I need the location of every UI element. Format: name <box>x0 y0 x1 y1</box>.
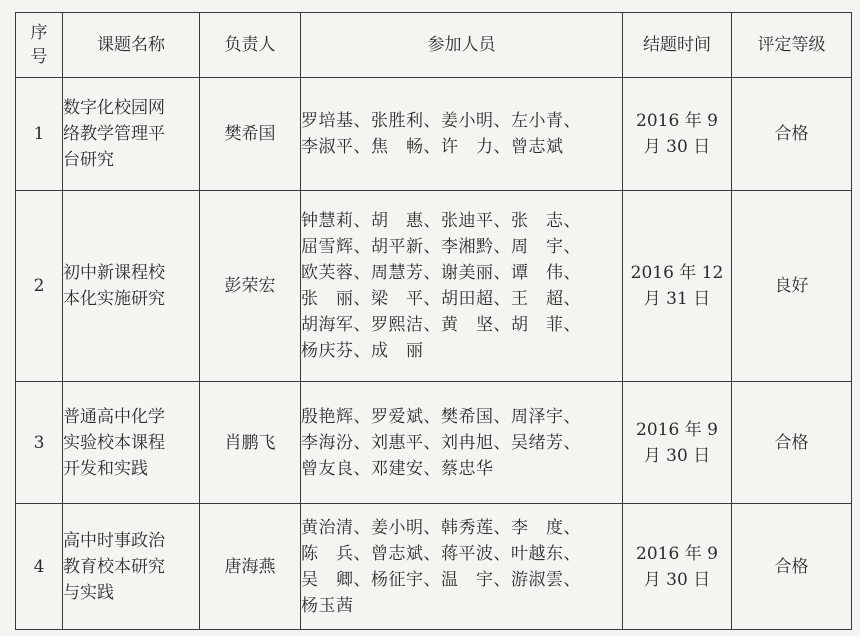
row-date <box>623 382 732 504</box>
name-line: 初中新课程校 <box>63 263 165 283</box>
table-row <box>16 504 852 630</box>
member-line: 陈 兵、曾志斌、蒋平波、叶越东、 <box>301 543 581 564</box>
table-row <box>16 191 852 382</box>
member-line: 钟慧莉、胡 惠、张迪平、张 志、 <box>301 211 581 231</box>
header-date: 结题时间 <box>623 13 732 78</box>
name-line: 实验校本课程 <box>63 432 165 453</box>
row-project-name <box>63 504 200 630</box>
name-line: 与实践 <box>63 582 114 603</box>
row-index: 2 <box>16 191 63 382</box>
table-row <box>16 78 852 191</box>
date-line: 月 31 日 <box>643 289 711 309</box>
header-index-line1: 序 <box>30 23 48 43</box>
header-members: 参加人员 <box>301 13 623 78</box>
row-leader: 肖鹏飞 <box>200 382 301 504</box>
row-index: 3 <box>16 382 63 504</box>
header-index <box>16 13 63 78</box>
member-line: 胡海军、罗熙洁、黄 坚、胡 菲、 <box>301 315 581 335</box>
name-line: 高中时事政治 <box>63 530 165 551</box>
member-line: 杨玉茜 <box>301 595 354 616</box>
name-line: 台研究 <box>63 150 114 170</box>
project-table <box>15 12 852 630</box>
member-line: 杨庆芬、成 丽 <box>301 341 424 361</box>
date-line: 2016 年 9 <box>636 543 718 564</box>
row-members <box>301 78 623 191</box>
header-grade: 评定等级 <box>732 13 852 78</box>
date-line: 2016 年 9 <box>636 111 718 131</box>
row-project-name <box>63 382 200 504</box>
date-line: 2016 年 12 <box>630 263 724 283</box>
row-project-name <box>63 191 200 382</box>
row-leader: 唐海燕 <box>200 504 301 630</box>
row-grade: 合格 <box>732 382 852 504</box>
date-line: 月 30 日 <box>643 445 711 466</box>
row-index: 4 <box>16 504 63 630</box>
row-leader: 樊希国 <box>200 78 301 191</box>
row-grade: 合格 <box>732 504 852 630</box>
member-line: 李海汾、刘惠平、刘冉旭、吴绪芳、 <box>301 432 581 453</box>
member-line: 殷艳辉、罗爱斌、樊希国、周泽宇、 <box>301 406 581 427</box>
row-members <box>301 504 623 630</box>
header-project-name: 课题名称 <box>63 13 200 78</box>
member-line: 欧芙蓉、周慧芳、谢美丽、谭 伟、 <box>301 263 581 283</box>
date-line: 月 30 日 <box>643 569 711 590</box>
member-line: 黄治清、姜小明、韩秀莲、李 度、 <box>301 517 581 538</box>
name-line: 开发和实践 <box>63 458 148 479</box>
row-index: 1 <box>16 78 63 191</box>
name-line: 数字化校园网 <box>63 98 165 118</box>
header-leader: 负责人 <box>200 13 301 78</box>
header-row <box>16 13 852 78</box>
table-row <box>16 382 852 504</box>
member-line: 张 丽、梁 平、胡田超、王 超、 <box>301 289 581 309</box>
row-members <box>301 191 623 382</box>
name-line: 教育校本研究 <box>63 556 165 577</box>
member-line: 吴 卿、杨征宇、温 宇、游淑雲、 <box>301 569 581 590</box>
date-line: 月 30 日 <box>643 137 711 157</box>
name-line: 普通高中化学 <box>63 406 165 427</box>
member-line: 屈雪辉、胡平新、李湘黔、周 宇、 <box>301 237 581 257</box>
row-date <box>623 78 732 191</box>
row-members <box>301 382 623 504</box>
name-line: 络教学管理平 <box>63 124 165 144</box>
row-leader: 彭荣宏 <box>200 191 301 382</box>
name-line: 本化实施研究 <box>63 289 165 309</box>
member-line: 李淑平、焦 畅、许 力、曾志斌 <box>301 137 564 157</box>
row-grade: 合格 <box>732 78 852 191</box>
row-date <box>623 504 732 630</box>
row-grade: 良好 <box>732 191 852 382</box>
date-line: 2016 年 9 <box>636 419 718 440</box>
row-date <box>623 191 732 382</box>
member-line: 罗培基、张胜利、姜小明、左小青、 <box>301 111 581 131</box>
row-project-name <box>63 78 200 191</box>
header-index-line2: 号 <box>30 47 48 67</box>
member-line: 曾友良、邓建安、蔡忠华 <box>301 458 494 479</box>
